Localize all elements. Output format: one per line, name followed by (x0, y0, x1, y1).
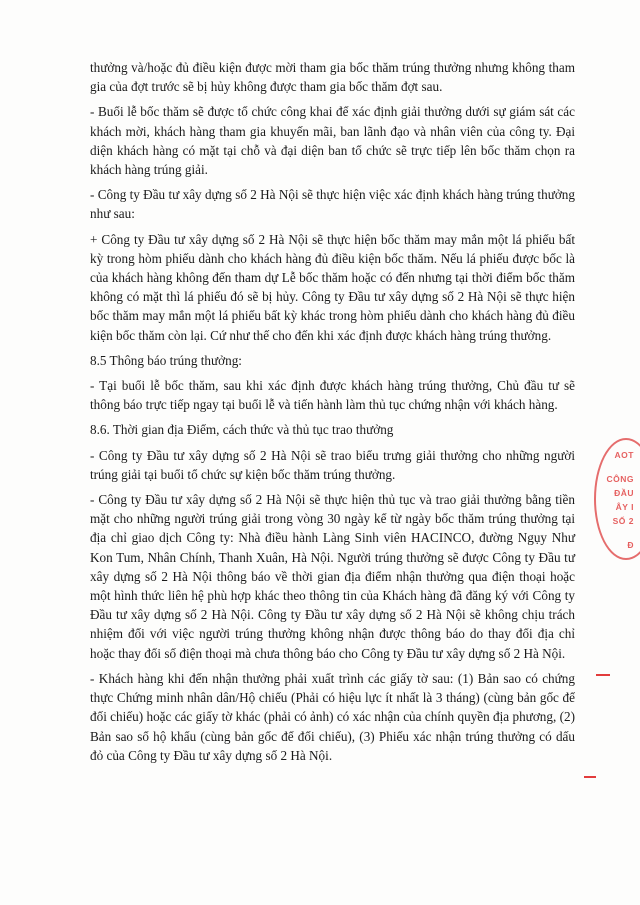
document-body (90, 58, 575, 771)
red-seal-stamp: AOT CÔNG ĐẦU ÂY I SỐ 2 Đ (594, 438, 640, 560)
red-pen-mark (596, 674, 610, 676)
section-heading-8-5: 8.5 Thông báo trúng thưởng: (90, 352, 242, 368)
paragraph-required-documents: - Khách hàng khi đến nhận thưởng phải xuất trình các giấy tờ sau: (1) Bản sao có chứng thực Chứng minh nhân dân/Hộ chiếu (Phải có hiệu lực ít nhất là 3 tháng) (cùng bản gốc để đối chiếu) hoặc các giấy tờ khác (phải có ảnh) có xác nhận của chính quyền địa phương, (2) Bản sao sổ hộ khẩu (cùng bản gốc để đối chiếu), (3) Phiếu xác nhận trúng thưởng có dấu đỏ của Công ty Đầu tư xây dựng số 2 Hà Nội. (90, 670, 575, 763)
paragraph-prize-symbol: - Công ty Đầu tư xây dựng số 2 Hà Nội sẽ trao biểu trưng giải thưởng cho những người trúng giải tại buổi tổ chức sự kiện bốc thăm trúng thưởng. (90, 447, 575, 482)
paragraph-draw-procedure: + Công ty Đầu tư xây dựng số 2 Hà Nội sẽ thực hiện bốc thăm may mắn một lá phiếu bất kỳ trong hòm phiếu dành cho khách hàng đủ điều kiện bốc thăm. Nếu lá phiếu được bốc là của khách hàng không đến tham dự Lễ bốc thăm hoặc có đến nhưng tại thời điểm bốc thăm không có mặt thì lá phiếu đó sẽ bị hủy. Công ty Đầu tư xây dựng số 2 Hà Nội sẽ thực hiện bốc thăm may mắn một lá phiếu bất kỳ khác trong hòm phiếu dành cho khách hàng đủ điều kiện bốc thăm còn lại. Cứ như thế cho đến khi xác định được khách hàng trúng thưởng. (90, 231, 575, 343)
paragraph-continuation: thưởng và/hoặc đủ điều kiện được mời tham gia bốc thăm trúng thưởng nhưng không tham gia của đợt trước sẽ bị hủy không được tham gia bốc thăm đợt sau. (90, 60, 575, 95)
paragraph-draw-ceremony: - Buổi lễ bốc thăm sẽ được tổ chức công khai để xác định giải thưởng dưới sự giám sát các khách mời, khách hàng tham gia khuyến mãi, ban lãnh đạo và nhân viên của công ty. Đại diện khách hàng có mặt tại chỗ và đại diện ban tổ chức sẽ trực tiếp lên bốc thăm chọn ra khách hàng trúng giải. (90, 104, 575, 178)
section-heading-8-6: 8.6. Thời gian địa Điểm, cách thức và thủ tục trao thưởng (90, 422, 394, 438)
paragraph-cash-award: - Công ty Đầu tư xây dựng số 2 Hà Nội sẽ thực hiện thủ tục và trao giải thưởng bằng tiền mặt cho những người trúng giải trong vòng 30 ngày kể từ ngày bốc thăm trúng thưởng tại địa chỉ giao dịch Công ty: Nhà điều hành Làng Sinh viên HACINCO, đường Ngụy Như Kon Tum, Nhân Chính, Thanh Xuân, Hà Nội. Người trúng thưởng sẽ được Công ty Đầu tư xây dựng số 2 Hà Nội thông báo về thời gian địa điểm nhận thưởng qua điện thoại hoặc một hình thức liên hệ phù hợp khác theo thông tin của Khách hàng đã đăng ký với Công ty Đầu tư xây dựng số 2 Hà Nội. Công ty Đầu tư xây dựng số 2 Hà Nội sẽ không chịu trách nhiệm đối với việc người trúng thưởng không nhận được thông báo do thay đổi địa chỉ hoặc thay đổi số điện thoại mà chưa thông báo cho Công ty Đầu tư xây dựng số 2 Hà Nội. (90, 492, 575, 661)
paragraph-winner-determination: - Công ty Đầu tư xây dựng số 2 Hà Nội sẽ thực hiện việc xác định khách hàng trúng thưởng như sau: (90, 187, 575, 222)
paragraph-winner-announcement: - Tại buổi lễ bốc thăm, sau khi xác định được khách hàng trúng thưởng, Chủ đầu tư sẽ thông báo trực tiếp ngay tại buổi lễ và tiến hành làm thủ tục chứng nhận với khách hàng. (90, 378, 575, 413)
red-pen-mark (584, 776, 596, 778)
